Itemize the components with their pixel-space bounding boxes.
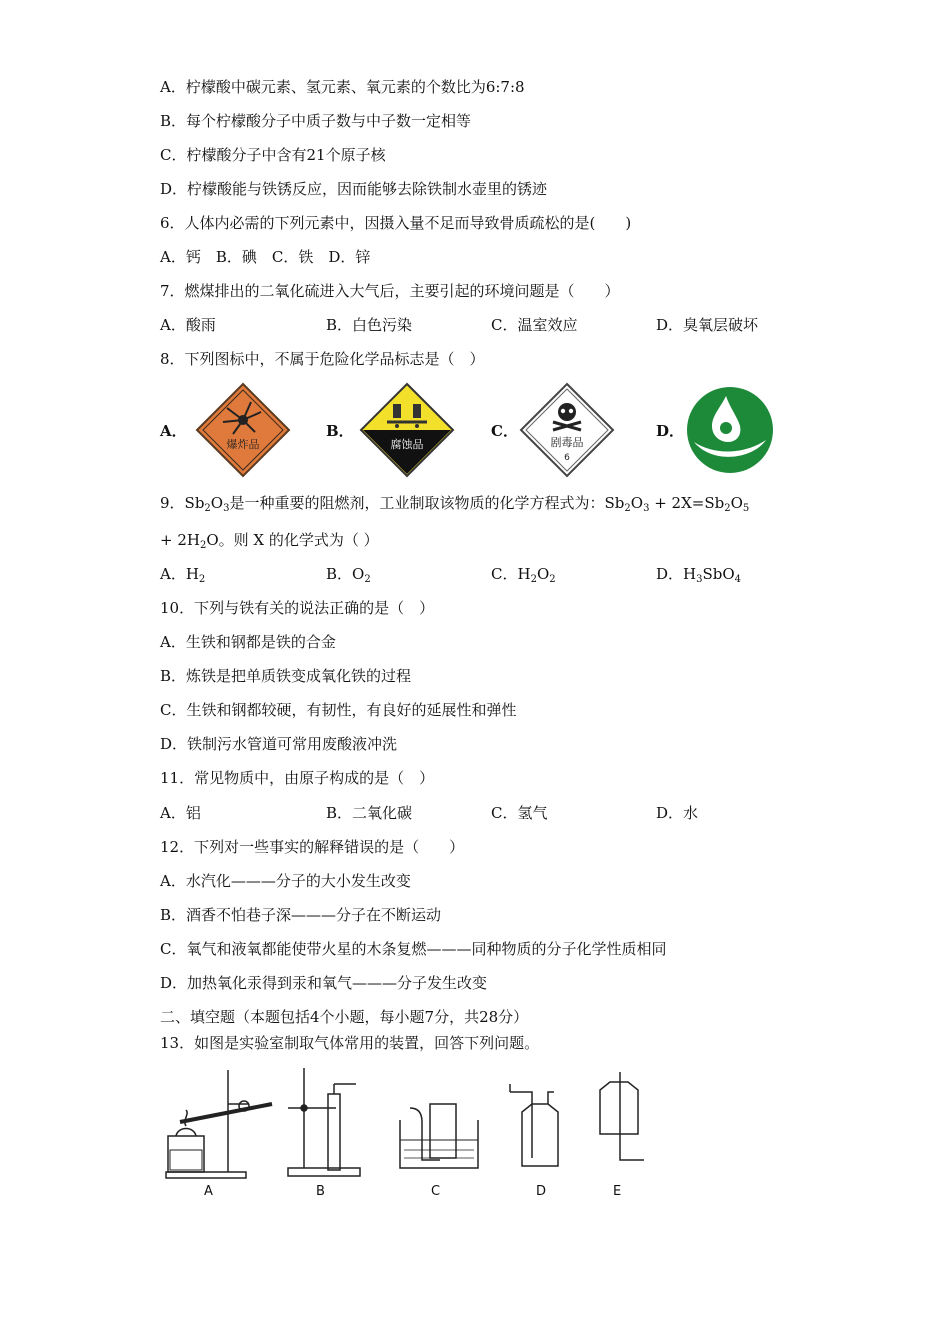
apparatus-label-b: B — [316, 1184, 325, 1199]
apparatus-label-c: C — [431, 1184, 441, 1199]
q5-option-d: D．柠檬酸能与铁锈反应，因而能够去除铁制水壶里的锈迹 — [160, 180, 548, 198]
q11-stem: 11．常见物质中，由原子构成的是（ ） — [160, 769, 435, 787]
q6-stem: 6．人体内必需的下列元素中，因摄入量不足而导致骨质疏松的是( ) — [160, 214, 632, 232]
q13-stem: 13．如图是实验室制取气体常用的装置，回答下列问题。 — [160, 1034, 540, 1052]
explosive-icon — [193, 382, 293, 478]
apparatus-label-d: D — [536, 1184, 547, 1199]
lab-apparatus-figure — [160, 1064, 660, 1184]
q8-option-b-label: B． — [326, 422, 354, 440]
apparatus-label-e: E — [613, 1184, 622, 1199]
q12-stem: 12．下列对一些事实的解释错误的是（ ） — [160, 838, 465, 856]
svg-text:剧毒品: 剧毒品 — [550, 436, 584, 449]
q11-option-b: B．二氧化碳 — [326, 804, 413, 822]
svg-text:腐蚀品: 腐蚀品 — [390, 438, 424, 451]
q5-option-a: A．柠檬酸中碳元素、氢元素、氧元素的个数比为6:7:8 — [160, 78, 525, 96]
q7-option-c: C．温室效应 — [491, 316, 578, 334]
apparatus-b — [288, 1068, 360, 1176]
q8-stem: 8．下列图标中，不属于危险化学品标志是（ ） — [160, 350, 485, 368]
q8-option-c-label: C． — [491, 422, 518, 440]
q10-option-a: A．生铁和钢都是铁的合金 — [160, 633, 336, 651]
q11-option-c: C．氢气 — [491, 804, 548, 822]
q7-stem: 7．燃煤排出的二氧化硫进入大气后，主要引起的环境问题是（ ） — [160, 282, 620, 300]
q5-option-c: C．柠檬酸分子中含有21个原子核 — [160, 146, 386, 164]
svg-text:爆炸品: 爆炸品 — [226, 438, 260, 451]
apparatus-label-a: A — [204, 1184, 213, 1199]
q9-option-d: D．$H_3SbO_4$ — [656, 565, 742, 585]
apparatus-a — [166, 1070, 272, 1178]
svg-text:6: 6 — [564, 453, 570, 463]
q7-option-d: D．臭氧层破坏 — [656, 316, 759, 334]
q7-option-a: A．酸雨 — [160, 316, 216, 334]
q8-option-d-label: D． — [656, 422, 685, 440]
q9-stem: 9．$Sb_2O_3$是一种重要的阻燃剂，工业制取该物质的化学方程式为：$Sb_2O_3 + 2X=Sb_2O_5$ — [160, 494, 750, 514]
q11-option-d: D．水 — [656, 804, 699, 822]
apparatus-e — [600, 1072, 644, 1160]
q9-option-a: A．$H_2$ — [160, 565, 206, 585]
q9-option-c: C．$H_2O_2$ — [491, 565, 556, 585]
q10-option-c: C．生铁和钢都较硬，有韧性，有良好的延展性和弹性 — [160, 701, 517, 719]
apparatus-c — [400, 1104, 478, 1168]
q11-option-a: A．铝 — [160, 804, 201, 822]
toxic-icon — [517, 382, 617, 478]
water-saving-icon — [682, 382, 782, 478]
section-heading: 二、填空题（本题包括4个小题，每小题7分，共28分） — [160, 1008, 529, 1026]
q12-option-b: B．酒香不怕巷子深———分子在不断运动 — [160, 906, 442, 924]
q12-option-c: C．氧气和液氧都能使带火星的木条复燃———同种物质的分子化学性质相同 — [160, 940, 667, 958]
q7-option-b: B．白色污染 — [326, 316, 413, 334]
q10-option-b: B．炼铁是把单质铁变成氧化铁的过程 — [160, 667, 412, 685]
q5-option-b: B．每个柠檬酸分子中质子数与中子数一定相等 — [160, 112, 472, 130]
q10-stem: 10．下列与铁有关的说法正确的是（ ） — [160, 599, 435, 617]
q9-option-b: B．$O_2$ — [326, 565, 371, 585]
apparatus-d — [510, 1084, 558, 1166]
q12-option-a: A．水汽化———分子的大小发生改变 — [160, 872, 411, 890]
q10-option-d: D．铁制污水管道可常用废酸液冲洗 — [160, 735, 398, 753]
corrosive-icon — [357, 382, 457, 478]
q9-stem-line2: + $2H_2O$。则 X 的化学式为（ ） — [160, 531, 379, 551]
q12-option-d: D．加热氧化汞得到汞和氧气———分子发生改变 — [160, 974, 488, 992]
q8-option-a-label: A． — [160, 422, 187, 440]
q6-options: A．钙 B．碘 C．铁 D．锌 — [160, 248, 371, 266]
